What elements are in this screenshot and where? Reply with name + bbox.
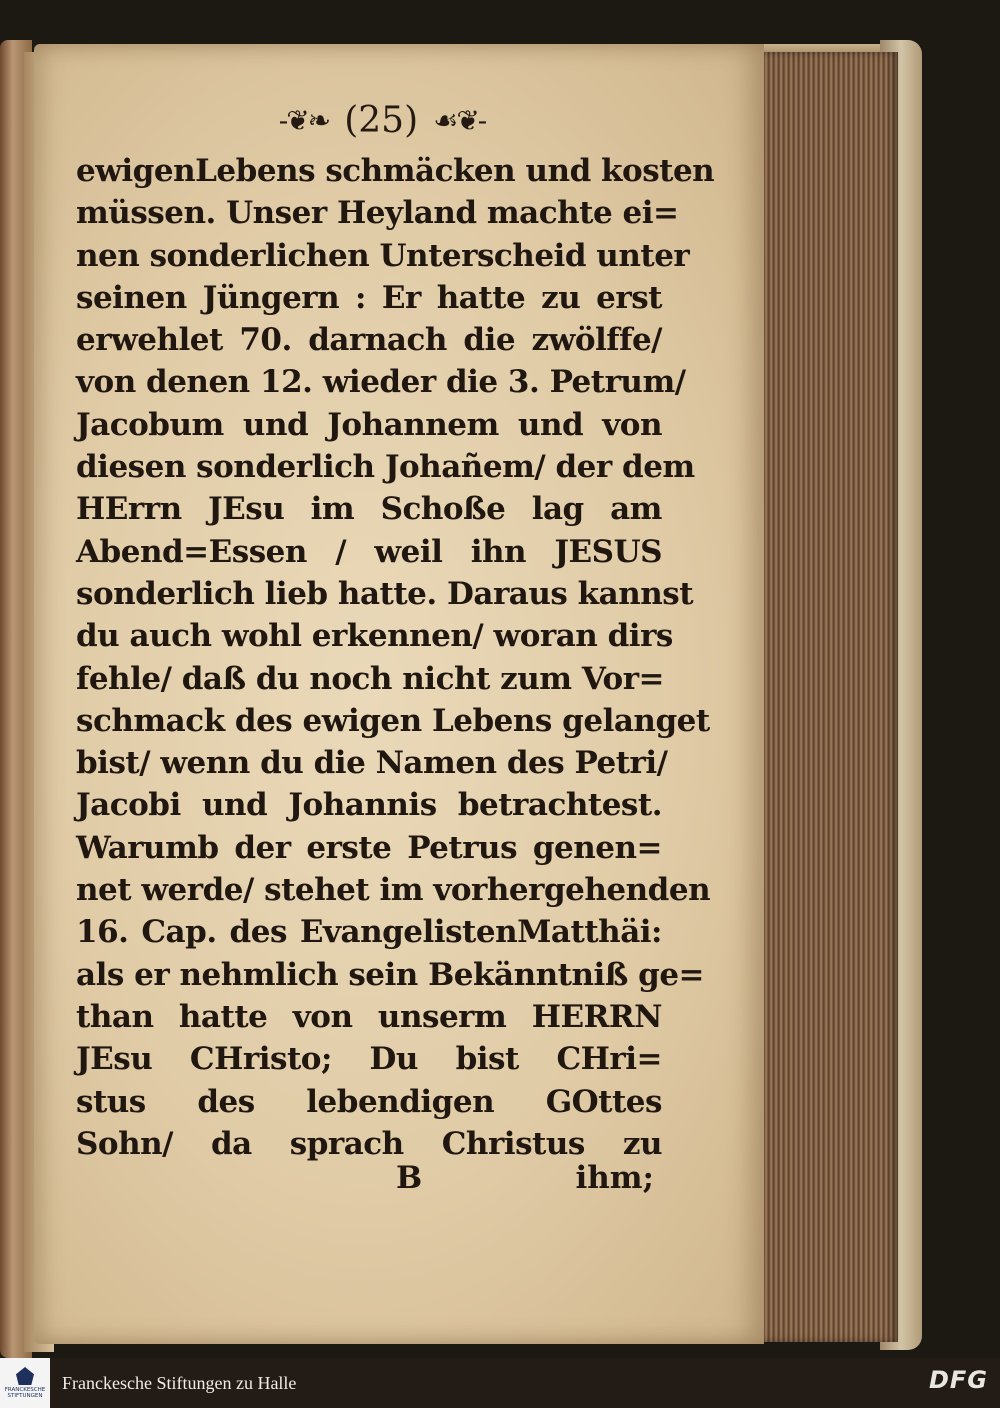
- page-number: (25): [344, 100, 419, 141]
- text-line: ewigenLebens schmäcken und kosten: [76, 153, 715, 189]
- text-line: bist/ wenn du die Namen des Petri/: [76, 745, 668, 782]
- signature-mark: B: [396, 1160, 423, 1196]
- text-line: net werde/ stehet im vorhergehenden: [76, 872, 711, 909]
- text-line: nen sonderlichen Unterscheid unter: [76, 237, 690, 274]
- text-line: du auch wohl erkennen/ woran dirs: [76, 618, 673, 655]
- text-line: Sohn/ da sprach Christus zu: [76, 1125, 662, 1162]
- text-line: JEsu CHristo; Du bist CHri=: [76, 1041, 662, 1078]
- text-line: fehle/ daß du noch nicht zum Vor=: [76, 660, 665, 697]
- institution-logo[interactable]: [0, 1358, 50, 1408]
- logo-text: FRANCKESCHE STIFTUNGEN: [4, 1387, 46, 1399]
- text-line: Jacobum und Johannem und von: [76, 406, 662, 443]
- text-line: von denen 12. wieder die 3. Petrum/: [76, 364, 686, 401]
- ornament-left: -❦❧: [278, 104, 330, 137]
- dfg-logo[interactable]: DFG: [928, 1366, 988, 1394]
- text-line: als er nehmlich sein Bekänntniß ge=: [76, 956, 705, 993]
- text-line: schmack des ewigen Lebens gelanget: [76, 702, 710, 739]
- text-line: HErrn JEsu im Schoße lag am: [76, 491, 662, 528]
- text-line: Jacobi und Johannis betrachtest.: [76, 787, 662, 824]
- text-line: stus des lebendigen GOttes: [76, 1083, 662, 1120]
- ornament-right: ☙❦-: [433, 104, 486, 137]
- text-line: 16. Cap. des EvangelistenMatthäi:: [76, 914, 662, 951]
- page-foot: [76, 1160, 662, 1202]
- text-line: than hatte von unserm HERRN: [76, 998, 662, 1035]
- text-line: seinen Jüngern : Er hatte zu erst: [76, 279, 662, 316]
- page-text: [76, 150, 715, 1165]
- text-line: Abend=Essen / weil ihn JESUS: [76, 533, 662, 570]
- logo-icon: [16, 1367, 34, 1385]
- text-line: diesen sonderlich Johañem/ der dem: [76, 449, 695, 486]
- institution-name[interactable]: Franckesche Stiftungen zu Halle: [62, 1372, 297, 1393]
- text-line: erwehlet 70. darnach die zwölffe/: [76, 322, 662, 359]
- viewer-footer: [0, 1358, 1000, 1408]
- page-header: [0, 100, 764, 141]
- text-line: Warumb der erste Petrus genen=: [76, 829, 662, 866]
- text-line: müssen. Unser Heyland machte ei=: [76, 195, 679, 232]
- text-line: sonderlich lieb hatte. Daraus kannst: [76, 575, 694, 612]
- page-stack-edge: [758, 52, 898, 1342]
- catchword: ihm;: [575, 1160, 654, 1196]
